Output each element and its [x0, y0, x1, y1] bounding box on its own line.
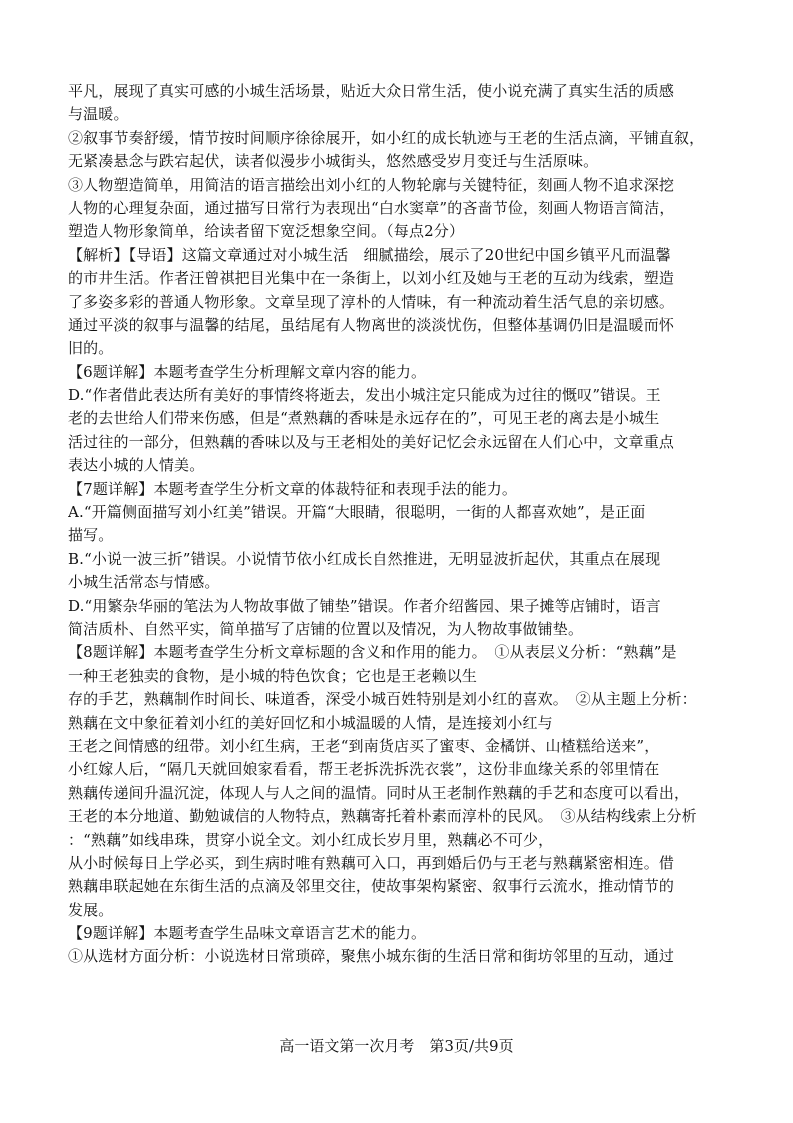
- text-line: 熟藕在文中象征着刘小红的美好回忆和小城温暖的人情，是连接刘小红与: [68, 713, 553, 732]
- text-line: 存的手艺，熟藕制作时间长、味道香，深受小城百姓特别是刘小红的喜欢。 ②从主题上分析：: [68, 690, 697, 709]
- text-line: 【解析】【导语】这篇文章通过对小城生活 细腻描绘，展示了20世纪中国乡镇平凡而温馨: [68, 245, 671, 264]
- text-line: 了多姿多彩的普通人物形象。文章呈现了淳朴的人情味，有一种流动着生活气息的亲切感。: [68, 292, 675, 311]
- text-line: 与温暖。: [68, 105, 129, 124]
- text-line: D.“用繁杂华丽的笔法为人物故事做了铺垫”错误。作者介绍酱园、果子摊等店铺时，语言: [68, 596, 661, 615]
- text-line: 熟藕串联起她在东街生活的点滴及邻里交往，使故事架构紧密、叙事行云流水，推动情节的: [68, 877, 675, 896]
- text-line: 一种王老独卖的食物，是小城的特色饮食；它也是王老赖以生: [68, 666, 478, 685]
- text-line: 熟藕传递间升温沉淀，体现人与人之间的温情。同时从王老制作熟藕的手艺和态度可以看出，: [68, 783, 690, 802]
- text-line: D.“作者借此表达所有美好的事情终将逝去，发出小城注定只能成为过往的慨叹”错误。王: [68, 386, 661, 405]
- text-line: 塑造人物形象简单，给读者留下宽泛想象空间。（每点2分）: [68, 222, 465, 241]
- text-line: ①从选材方面分析：小说选材日常琐碎，聚焦小城东街的生活日常和街坊邻里的互动，通过: [68, 947, 675, 966]
- text-line: 的市井生活。作者汪曾祺把目光集中在一条街上，以刘小红及她与王老的互动为线索，塑造: [68, 269, 675, 288]
- text-line: 【8题详解】本题考查学生分析文章标题的含义和作用的能力。 ①从表层义分析：“熟藕”是: [68, 643, 677, 662]
- text-line: 平凡，展现了真实可感的小城生活场景，贴近大众日常生活，使小说充满了真实生活的质感: [68, 82, 675, 100]
- text-line: B.“小说一波三折”错误。小说情节依小红成长自然推进，无明显波折起伏，其重点在展现: [68, 549, 661, 568]
- text-line: 人物的心理复杂面，通过描写日常行为表现出“白水窦章”的吝啬节俭，刻画人物语言简洁，: [68, 198, 675, 217]
- text-line: ：“熟藕”如线串珠，贯穿小说全文。刘小红成长岁月里，熟藕必不可少，: [68, 830, 554, 849]
- text-line: 发展。: [68, 900, 114, 919]
- text-line: 简洁质朴、自然平实，简单描写了店铺的位置以及情况，为人物故事做铺垫。: [68, 619, 584, 638]
- text-line: 【6题详解】本题考查学生分析理解文章内容的能力。: [68, 362, 427, 381]
- text-line: 小红嫁人后，“隔几天就回娘家看看，帮王老拆洗拆洗衣裳”，这份非血缘关系的邻里情在: [68, 760, 660, 779]
- text-line: 老的去世给人们带来伤感，但是“煮熟藕的香味是永远存在的”，可见王老的离去是小城生: [68, 409, 660, 428]
- text-line: ②叙事节奏舒缓，情节按时间顺序徐徐展开，如小红的成长轨迹与王老的生活点滴，平铺直叙，: [68, 128, 705, 147]
- text-line: 王老之间情感的纽带。刘小红生病，王老“到南货店买了蜜枣、金橘饼、山楂糕给送来”，: [68, 736, 660, 755]
- document-body: [68, 80, 728, 969]
- text-line: 表达小城的人情美。: [68, 456, 205, 475]
- text-line: 【9题详解】本题考查学生品味文章语言艺术的能力。: [68, 924, 427, 943]
- text-line: 从小时候每日上学必买，到生病时唯有熟藕可入口，再到婚后仍与王老与熟藕紧密相连。借: [68, 853, 675, 872]
- page-footer: 高一语文第一次月考 第3页/共9页: [279, 1037, 514, 1055]
- text-line: ③人物塑造简单，用简洁的语言描绘出刘小红的人物轮廓与关键特征，刻画人物不追求深挖: [68, 175, 675, 194]
- text-line: 活过往的一部分，但熟藕的香味以及与王老相处的美好记忆会永远留在人们心中，文章重点: [68, 432, 675, 451]
- text-line: 【7题详解】本题考查学生分析文章的体裁特征和表现手法的能力。: [68, 479, 518, 498]
- text-line: A.“开篇侧面描写刘小红美”错误。开篇“大眼睛，很聪明，一街的人都喜欢她”，是正面: [68, 503, 646, 522]
- text-line: 王老的本分地道、勤勉诚信的人物特点，熟藕寄托着朴素而淳朴的民风。 ③从结构线索上分析: [68, 807, 697, 826]
- text-line: 小城生活常态与情感。: [68, 573, 220, 592]
- text-line: 通过平淡的叙事与温馨的结尾，虽结尾有人物离世的淡淡忧伤，但整体基调仍旧是温暖而怀: [68, 315, 675, 334]
- text-line: 旧的。: [68, 339, 114, 358]
- text-line: 描写。: [68, 526, 114, 545]
- text-line: 无紧凑悬念与跌宕起伏，读者似漫步小城街头，悠然感受岁月变迁与生活原味。: [68, 152, 599, 171]
